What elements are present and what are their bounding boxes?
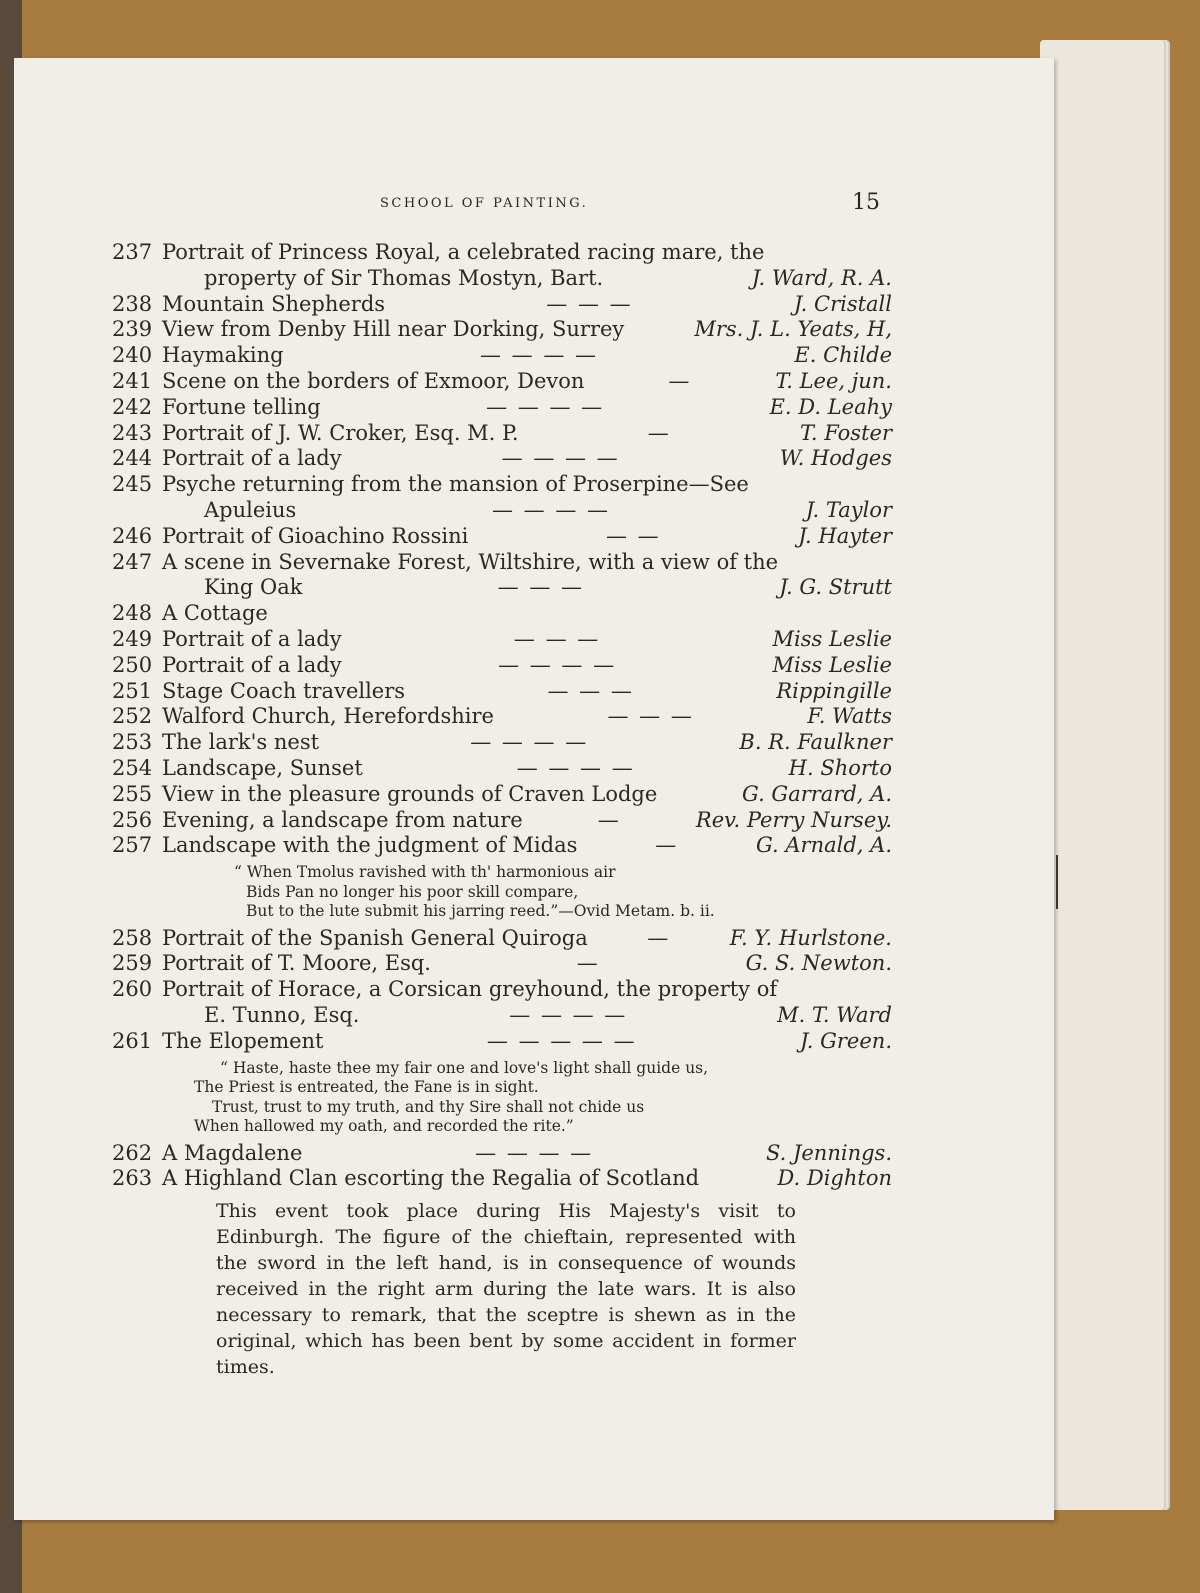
entry-artist: G. Arnald, A. — [756, 833, 892, 858]
entry-title: Portrait of a lady — [162, 626, 342, 651]
entry-title-continued: King Oak — [204, 575, 303, 600]
entry-title: A Cottage — [162, 601, 268, 626]
entry-artist: T. Foster — [799, 420, 892, 445]
entry-dashes: — — [647, 420, 671, 445]
entry-number: 262 — [112, 1140, 153, 1165]
entry-title: Fortune telling — [162, 394, 321, 419]
entry-row — [112, 808, 892, 834]
entry-row — [112, 292, 892, 318]
entry-row — [112, 627, 892, 653]
entry-number: 250 — [112, 652, 153, 677]
entry-number: 249 — [112, 626, 153, 651]
entry-title: Portrait of a lady — [162, 446, 342, 471]
entry-title: Stage Coach travellers — [162, 678, 406, 703]
quote-line: Trust, trust to my truth, and thy Sire shall not chide us — [212, 1097, 645, 1116]
quote-line: “ When Tmolus ravished with th' harmonious air — [234, 863, 616, 882]
entry-artist: S. Jennings. — [765, 1140, 892, 1165]
entry-artist: J. G. Strutt — [779, 575, 892, 600]
entry-title: Landscape, Sunset — [162, 755, 363, 780]
entry-dashes: — — — — — [491, 497, 611, 522]
entry-title-continued: Apuleius — [204, 497, 297, 522]
entry-title: A scene in Severnake Forest, Wiltshire, with a view of the — [162, 549, 779, 574]
quote-line: But to the lute submit his jarring reed.”—Ovid Metam. b. ii. — [246, 902, 715, 921]
page-edges — [1040, 40, 1164, 1510]
entry-title: A Magdalene — [162, 1140, 303, 1165]
entry-row — [112, 782, 892, 808]
entry-artist: J. Hayter — [798, 523, 892, 548]
entry-row — [112, 653, 892, 679]
running-head: SCHOOL OF PAINTING. — [380, 196, 589, 211]
entry-artist: E. Childe — [794, 343, 892, 368]
entry-list-b — [112, 926, 892, 1055]
entry-number: 253 — [112, 730, 153, 755]
entry-row — [112, 977, 892, 1003]
entry-number: 256 — [112, 807, 153, 832]
entry-title: View from Denby Hill near Dorking, Surrey — [162, 317, 625, 342]
entry-number: 238 — [112, 291, 153, 316]
entry-title: Evening, a landscape from nature — [162, 807, 523, 832]
entry-title: View in the pleasure grounds of Craven Lodge — [162, 781, 658, 806]
entry-row — [112, 1166, 892, 1192]
entry-number: 259 — [112, 951, 153, 976]
entry-dashes: — — [597, 807, 621, 832]
entry-dashes: — — — — — [475, 1140, 594, 1165]
entry-number: 244 — [112, 446, 153, 471]
entry-dashes: — — — — — — [486, 1028, 637, 1053]
entry-title-continued: property of Sir Thomas Mostyn, Bart. — [204, 265, 604, 290]
entry-dashes: — — [655, 833, 679, 858]
entry-dashes: — — — — [547, 678, 634, 703]
entry-number: 258 — [112, 925, 153, 950]
entry-row — [112, 421, 892, 447]
entry-title: Portrait of Princess Royal, a celebrated racing mare, the — [162, 240, 765, 264]
entry-number: 257 — [112, 833, 153, 858]
entry-row — [112, 833, 892, 859]
entry-title: A Highland Clan escorting the Regalia of Scotland — [162, 1166, 700, 1191]
entry-artist: F. Y. Hurlstone. — [729, 925, 892, 950]
entry-number: 247 — [112, 549, 153, 574]
description-text: This event took place during His Majesty's visit to Edinburgh. The figure of the chieftain, represented with the sword in the left hand, is in consequence of wounds received in the right arm during the late wars. It is also necessary to remark, that the sceptre is shewn as in the original, which has been bent by some accident in former times. — [216, 1200, 796, 1379]
entry-dashes: — — — — — [486, 394, 605, 419]
entry-title: Scene on the borders of Exmoor, Devon — [162, 368, 585, 393]
entry-number: 254 — [112, 755, 153, 780]
entry-continuation — [112, 575, 892, 601]
entry-list-a — [112, 240, 892, 859]
entry-number: 251 — [112, 678, 153, 703]
entry-number: 241 — [112, 368, 153, 393]
entry-artist: F. Watts — [807, 704, 892, 729]
entry-title: Haymaking — [162, 343, 284, 368]
entry-title: Portrait of T. Moore, Esq. — [162, 951, 431, 976]
entry-title: Portrait of Gioachino Rossini — [162, 523, 469, 548]
quote-line: The Priest is entreated, the Fane is in sight. — [194, 1078, 539, 1097]
entry-dashes: — — — [605, 523, 661, 548]
quote-midas — [112, 863, 892, 922]
entry-number: 245 — [112, 472, 153, 497]
entry-row — [112, 369, 892, 395]
entry-artist: Miss Leslie — [772, 652, 892, 677]
entry-dashes: — — [576, 951, 600, 976]
entry-dashes: — — — — — [509, 1003, 628, 1028]
entry-continuation — [112, 498, 892, 524]
entry-263-description — [216, 1198, 796, 1380]
entry-title: Psyche returning from the mansion of Proserpine—See — [162, 472, 749, 497]
entry-row — [112, 446, 892, 472]
entry-number: 261 — [112, 1028, 153, 1053]
entry-dashes: — — — — [497, 575, 585, 600]
entry-dashes: — — — — — [516, 755, 635, 780]
quote-line: Bids Pan no longer his poor skill compare, — [246, 882, 579, 901]
page-header — [0, 190, 1200, 220]
entry-row — [112, 550, 892, 576]
entry-continuation — [112, 266, 892, 292]
entry-title: Portrait of Horace, a Corsican greyhound, the property of — [162, 977, 778, 1002]
entry-dashes: — — — — — [501, 446, 620, 471]
entry-dashes: — — — — — [470, 730, 589, 755]
entry-title: Landscape with the judgment of Midas — [162, 833, 578, 858]
entry-number: 246 — [112, 523, 153, 548]
entry-artist: M. T. Ward — [777, 1003, 892, 1028]
entry-title: The lark's nest — [162, 730, 320, 755]
entry-dashes: — — — — [513, 626, 601, 651]
entry-number: 248 — [112, 601, 153, 626]
page-number: 15 — [852, 190, 880, 215]
entry-title: Portrait of the Spanish General Quiroga — [162, 925, 588, 950]
entry-continuation — [112, 1003, 892, 1029]
entry-row — [112, 679, 892, 705]
entry-artist: J. Ward, R. A. — [751, 265, 892, 290]
entry-number: 260 — [112, 977, 153, 1002]
entry-number: 243 — [112, 420, 153, 445]
entry-artist: Rev. Perry Nursey. — [695, 807, 892, 832]
entry-dashes: — — — — [546, 291, 633, 316]
margin-mark — [1056, 855, 1058, 909]
entry-artist: E. D. Leahy — [769, 394, 892, 419]
entry-title: Portrait of J. W. Croker, Esq. M. P. — [162, 420, 519, 445]
entry-title: The Elopement — [162, 1028, 324, 1053]
entry-artist: H. Shorto — [788, 755, 892, 780]
entry-artist: J. Taylor — [805, 497, 892, 522]
entry-row — [112, 756, 892, 782]
quote-elopement — [112, 1059, 892, 1137]
entry-row — [112, 730, 892, 756]
entry-artist: J. Green. — [799, 1028, 892, 1053]
entry-row — [112, 951, 892, 977]
entry-row — [112, 704, 892, 730]
entry-number: 242 — [112, 394, 153, 419]
catalogue-entries — [112, 240, 892, 1380]
entry-dashes: — — — — — [498, 652, 617, 677]
entry-dashes: — — — — — [479, 343, 598, 368]
entry-artist: G. Garrard, A. — [742, 781, 892, 806]
entry-row — [112, 524, 892, 550]
entry-row — [112, 926, 892, 952]
entry-number: 252 — [112, 704, 153, 729]
entry-dashes: — — [668, 368, 692, 393]
entry-number: 240 — [112, 343, 153, 368]
entry-artist: D. Dighton — [777, 1166, 892, 1191]
entry-title-continued: E. Tunno, Esq. — [204, 1003, 360, 1028]
quote-line: “ Haste, haste thee my fair one and love's light shall guide us, — [220, 1058, 709, 1077]
entry-artist: Rippingille — [776, 678, 892, 703]
entry-row — [112, 472, 892, 498]
entry-artist: Mrs. J. L. Yeats, H, — [694, 317, 892, 342]
entry-row — [112, 1141, 892, 1167]
entry-number: 237 — [112, 240, 153, 264]
entry-number: 239 — [112, 317, 153, 342]
entry-row — [112, 240, 892, 266]
entry-list-c — [112, 1141, 892, 1193]
quote-line: When hallowed my oath, and recorded the rite.” — [194, 1117, 574, 1136]
entry-artist: G. S. Newton. — [745, 951, 892, 976]
entry-artist: J. Cristall — [793, 291, 892, 316]
entry-title: Walford Church, Herefordshire — [162, 704, 494, 729]
entry-row — [112, 1029, 892, 1055]
entry-artist: Miss Leslie — [772, 626, 892, 651]
entry-artist: T. Lee, jun. — [775, 368, 892, 393]
entry-number: 255 — [112, 781, 153, 806]
entry-row — [112, 395, 892, 421]
entry-row — [112, 343, 892, 369]
entry-row — [112, 601, 892, 627]
entry-title: Mountain Shepherds — [162, 291, 386, 316]
entry-row — [112, 317, 892, 343]
entry-artist: W. Hodges — [779, 446, 892, 471]
entry-dashes: — — — — [607, 704, 694, 729]
entry-number: 263 — [112, 1166, 153, 1191]
entry-title: Portrait of a lady — [162, 652, 342, 677]
entry-artist: B. R. Faulkner — [739, 730, 892, 755]
entry-dashes: — — [647, 925, 671, 950]
